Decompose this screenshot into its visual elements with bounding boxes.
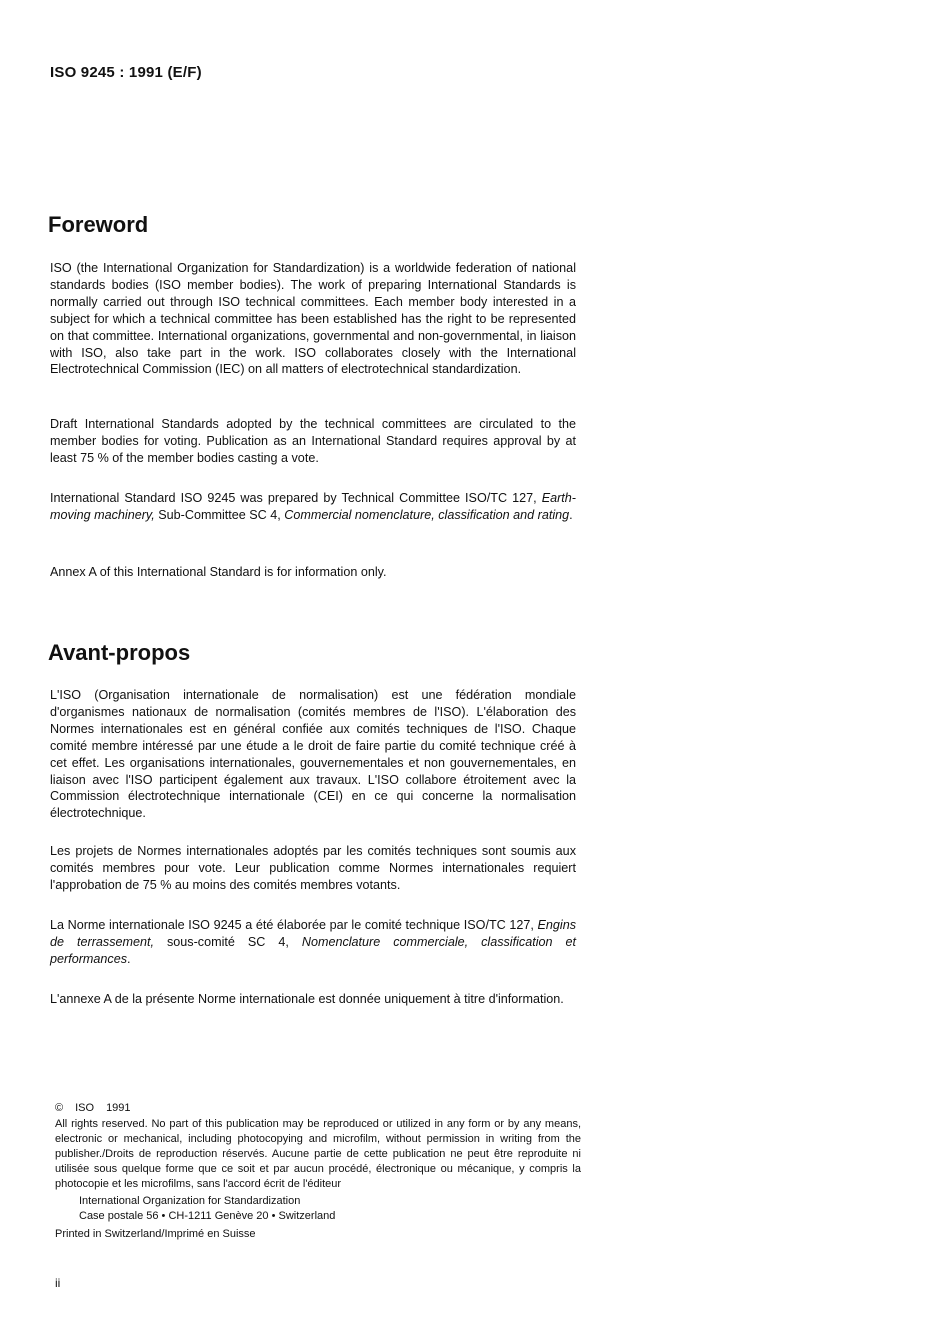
avant-propos-paragraph-2: Les projets de Normes internationales adoptés par les comités techniques sont soumis aux comités membres pour vote. Leur publication comme Normes internationales requiert l'approbation de 75 % au moins des comités membres votants.: [50, 844, 576, 892]
foreword-paragraph-3: [50, 490, 576, 524]
copyright-org: ISO: [75, 1102, 95, 1114]
copyright-symbol: ©: [55, 1102, 64, 1114]
avant-propos-paragraph-4: L'annexe A de la présente Norme internationale est donnée uniquement à titre d'information.: [50, 992, 564, 1006]
foreword-paragraph-1: ISO (the International Organization for Standardization) is a worldwide federation of national standards bodies (ISO member bodies). The work of preparing International Standards is normally carried out through ISO technical committees. Each member body interested in a subject for which a technical committee has been established has the right to be represented on that committee. International organizations, governmental and non-governmental, in liaison with ISO, also take part in the work. ISO collaborates closely with the International Electrotechnical Commission (IEC) on all matters of electrotechnical standardization.: [50, 261, 576, 377]
avant-propos-title: Avant-propos: [48, 640, 191, 665]
foreword-p3-text-c: Sub-Committee SC 4,: [154, 507, 285, 522]
avant-propos-p3-text-e: .: [127, 951, 131, 966]
copyright-line: [55, 1101, 581, 1116]
avant-propos-p3-subcommittee-title: Nomenclature commerciale, classification et performances: [50, 934, 577, 966]
foreword-p3-committee-title: Earth-moving machinery,: [50, 491, 576, 522]
avant-propos-p3-committee-title: Engins de terrassement,: [50, 918, 576, 949]
document-designation: ISO 9245 : 1991 (E/F): [50, 64, 202, 81]
publisher-name: International Organization for Standardization: [79, 1195, 301, 1207]
foreword-title: Foreword: [48, 212, 149, 237]
copyright-block: [55, 1101, 581, 1242]
avant-propos-p3-text-a: La Norme internationale ISO 9245 a été élaborée par le comité technique ISO/TC 127,: [50, 918, 538, 932]
foreword-p3-text-e: .: [569, 507, 573, 522]
printed-in: Printed in Switzerland/Imprimé en Suisse: [55, 1228, 256, 1240]
avant-propos-paragraph-3: [50, 917, 576, 968]
page-number: ii: [55, 1276, 61, 1290]
publisher-postal-address: Case postale 56 • CH-1211 Genève 20 • Switzerland: [79, 1210, 336, 1222]
copyright-rights-text: All rights reserved. No part of this publication may be reproduced or utilized in any form or by any means, electronic or mechanical, including photocopying and microfilm, without permission in writing from the publisher./Droits de reproduction réservés. Aucune partie de cette publication ne peut être reproduite ni utilisée sous quelque forme que ce soit et par aucun procédé, électronique ou mécanique, y compris la photocopie et les microfilms, sans l'accord écrit de l'éditeur: [55, 1118, 581, 1190]
foreword-p3-text-a: International Standard ISO 9245 was prepared by Technical Committee ISO/TC 127,: [50, 491, 542, 505]
avant-propos-p3-text-c: sous-comité SC 4,: [154, 934, 302, 949]
foreword-paragraph-4: Annex A of this International Standard is for information only.: [50, 565, 387, 579]
foreword-p3-subcommittee-title: Commercial nomenclature, classification and rating: [284, 507, 570, 522]
copyright-year: 1991: [106, 1102, 131, 1114]
publisher-address: [79, 1194, 581, 1224]
foreword-paragraph-2: Draft International Standards adopted by the technical committees are circulated to the member bodies for voting. Publication as an International Standard requires approval by at least 75 % of the member bodies casting a vote.: [50, 417, 576, 465]
avant-propos-paragraph-1: L'ISO (Organisation internationale de normalisation) est une fédération mondiale d'organismes nationaux de normalisation (comités membres de l'ISO). L'élaboration des Normes internationales est en général confiée aux comités techniques de l'ISO. Chaque comité membre intéressé par une étude a le droit de faire partie du comité technique créé à cet effet. Les organisations internationales, gouvernementales et non gouvernementales, en liaison avec l'ISO participent également aux travaux. L'ISO collabore étroitement avec la Commission électrotechnique internationale (CEI) en ce qui concerne la normalisation électrotechnique.: [50, 688, 576, 821]
